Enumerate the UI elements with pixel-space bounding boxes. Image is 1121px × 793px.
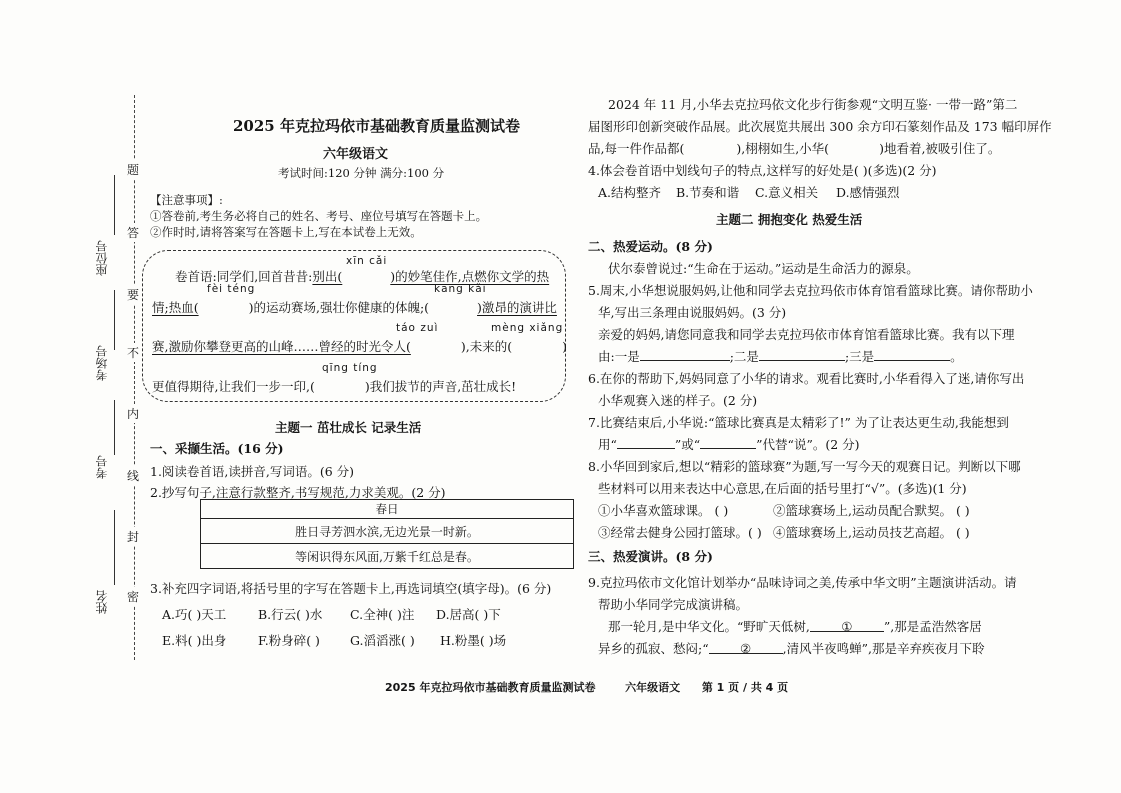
notes-item: ①答卷前,考生务必将自己的姓名、考号、座位号填写在答题卡上。	[150, 209, 488, 223]
question-8: 8.小华回到家后,想以“精彩的篮球赛”为题,写一写今天的观赛日记。判断以下哪	[588, 459, 1021, 474]
seal-char: 不	[127, 343, 139, 362]
poem-blank-2[interactable]: ②	[709, 641, 783, 654]
question-6-cont: 小华观赛入迷的样子。(2 分)	[598, 393, 758, 408]
pinyin: kāng kǎi	[434, 283, 487, 295]
idiom-item[interactable]: D.居高( )下	[436, 607, 501, 622]
word-blank-1[interactable]	[617, 436, 675, 449]
theme-one-title: 主题一 茁壮成长 记录生活	[275, 420, 422, 435]
notes-heading: 【注意事项】:	[150, 193, 223, 207]
preface-line-3: 赛,激励你攀登更高的山峰……曾经的时光令人( ),未来的( )	[152, 339, 567, 354]
notes-item: ②作时时,请将答案写在答题卡上,写在本试卷上无效。	[150, 225, 422, 239]
section-three-heading: 三、热爱演讲。(8 分)	[588, 549, 713, 564]
question-1: 1.阅读卷首语,读拼音,写词语。(6 分)	[150, 464, 355, 479]
question-7-cont: 用“ ”或“ ”代替“说”。(2 分)	[598, 437, 860, 452]
name-label: 姓名	[95, 590, 109, 614]
pinyin: qīng tíng	[322, 362, 378, 374]
reason-blank-1[interactable]	[640, 348, 730, 361]
subject-title: 六年级语文	[323, 147, 389, 162]
idiom-item[interactable]: B.行云( )水	[258, 607, 323, 622]
preface-line-4: 更值得期待,让我们一步一印,( )我们拔节的声音,茁壮成长!	[152, 379, 517, 394]
question-3: 3.补充四字词语,将括号里的字写在答题卡上,再选词填空(填字母)。(6 分)	[150, 581, 552, 596]
idiom-item[interactable]: E.料( )出身	[162, 633, 227, 648]
seat-number-label: 座位号	[95, 240, 109, 276]
material-option[interactable]: ④篮球赛场上,运动员技艺高超。 ( )	[773, 525, 970, 540]
poem-title: 春日	[201, 500, 574, 519]
pinyin: táo zuì	[396, 322, 439, 334]
exhibition-paragraph-line: 品,每一件作品都( ),栩栩如生,小华( )地看着,被吸引住了。	[588, 141, 1001, 156]
idiom-item[interactable]: G.滔滔涨( )	[350, 633, 415, 648]
seat-number-line[interactable]	[114, 175, 115, 235]
poem-line: 胜日寻芳泗水滨,无边光景一时新。	[201, 519, 574, 544]
exam-number-label: 考号	[95, 455, 109, 479]
idiom-item[interactable]: F.粉身碎( )	[258, 633, 320, 648]
idiom-item[interactable]: A.巧( )天工	[162, 607, 227, 622]
exam-info: 考试时间:120 分钟 满分:100 分	[278, 166, 445, 180]
poem-blank-1[interactable]: ①	[810, 619, 884, 632]
pinyin: fèi téng	[207, 283, 256, 295]
poem-copy-table	[200, 499, 574, 569]
exam-room-line[interactable]	[114, 290, 115, 350]
section-one-heading: 一、采撷生活。(16 分)	[150, 441, 284, 456]
question-2: 2.抄写句子,注意行款整齐,书写规范,力求美观。(2 分)	[150, 485, 446, 500]
seal-char: 线	[127, 466, 139, 485]
idiom-item[interactable]: H.粉墨( )场	[440, 633, 507, 648]
seal-char: 内	[127, 404, 139, 423]
question-6: 6.在你的帮助下,妈妈同意了小华的请求。观看比赛时,小华看得入了迷,请你写出	[588, 371, 1025, 386]
material-option[interactable]: ②篮球赛场上,运动员配合默契。 ( )	[773, 503, 970, 518]
seal-char: 密	[127, 587, 139, 606]
question-7: 7.比赛结束后,小华说:“篮球比赛真是太精彩了!” 为了让表达更生动,我能想到	[588, 415, 1009, 430]
pinyin: mèng xiǎng	[491, 322, 564, 334]
preface-line-2: 情;热血( )的运动赛场,强壮你健康的体魄;( )激昂的演讲比	[152, 300, 557, 315]
page-title: 2025 年克拉玛依市基础教育质量监测试卷	[233, 117, 520, 135]
question-5-cont: 华,写出三条理由说服妈妈。(3 分)	[598, 305, 787, 320]
speech-line: 那一轮月,是中华文化。“野旷天低树, ① ”,那是孟浩然客居	[608, 619, 982, 634]
page-footer: 2025 年克拉玛依市基础教育质量监测试卷 六年级语文 第 1 页 / 共 4 页	[385, 681, 789, 694]
exam-room-label: 考场号	[95, 345, 109, 381]
exhibition-paragraph-line: 届图形印创新突破作品展。此次展览共展出 300 余方印石篆刻作品及 173 幅印屏作	[588, 119, 1052, 134]
seal-char: 封	[127, 527, 139, 546]
material-option[interactable]: ③经常去健身公园打篮球。( )	[598, 525, 762, 540]
binding-dashed-line	[134, 95, 135, 660]
poem-line: 等闲识得东风面,万紫千红总是春。	[201, 544, 574, 569]
letter-reasons: 由:一是 ;二是 ;三是 。	[598, 349, 963, 364]
quote-line: 伏尔泰曾说过:“生命在于运动。”运动是生命活力的源泉。	[608, 261, 919, 276]
reason-blank-3[interactable]	[874, 348, 950, 361]
question-4: 4.体会卷首语中划线句子的特点,这样写的好处是( )(多选)(2 分)	[588, 163, 937, 178]
section-two-heading: 二、热爱运动。(8 分)	[588, 239, 713, 254]
option[interactable]: D.感情强烈	[836, 185, 900, 200]
pinyin: xīn cǎi	[346, 255, 388, 267]
question-9: 9.克拉玛依市文化馆计划举办“品味诗词之美,传承中华文明”主题演讲活动。请	[588, 575, 1017, 590]
option[interactable]: C.意义相关	[755, 185, 819, 200]
word-blank-2[interactable]	[700, 436, 756, 449]
reason-blank-2[interactable]	[759, 348, 845, 361]
seal-char: 要	[127, 285, 139, 304]
theme-two-title: 主题二 拥抱变化 热爱生活	[716, 212, 863, 227]
exhibition-paragraph-line: 2024 年 11 月,小华去克拉玛依文化步行街参观“文明互鉴· 一带一路”第二	[608, 97, 1018, 112]
material-option[interactable]: ①小华喜欢篮球课。 ( )	[598, 503, 729, 518]
question-8-cont: 些材料可以用来表达中心意思,在后面的括号里打“√”。(多选)(1 分)	[598, 481, 967, 496]
exam-number-line[interactable]	[114, 400, 115, 455]
option[interactable]: A.结构整齐	[598, 185, 662, 200]
page-number: 第 1 页 / 共 4 页	[701, 681, 789, 694]
question-9-cont: 帮助小华同学完成演讲稿。	[598, 597, 749, 612]
speech-line: 异乡的孤寂、愁闷;“ ② ,清风半夜鸣蝉”,那是辛弃疾夜月下聆	[598, 641, 985, 656]
preface-line-1: 卷首语:同学们,回首昔昔:别出( )的妙笔佳作,点燃你文学的热	[175, 269, 550, 284]
name-line[interactable]	[114, 510, 115, 585]
seal-char: 题	[127, 160, 139, 179]
question-5: 5.周末,小华想说服妈妈,让他和同学去克拉玛依市体育馆看篮球比赛。请你帮助小	[588, 283, 1033, 298]
option[interactable]: B.节奏和谐	[676, 185, 740, 200]
letter-line: 亲爱的妈妈,请您同意我和同学去克拉玛依市体育馆看篮球比赛。我有以下理	[598, 327, 1015, 342]
idiom-item[interactable]: C.全神( )注	[350, 607, 415, 622]
seal-char: 答	[127, 223, 139, 242]
